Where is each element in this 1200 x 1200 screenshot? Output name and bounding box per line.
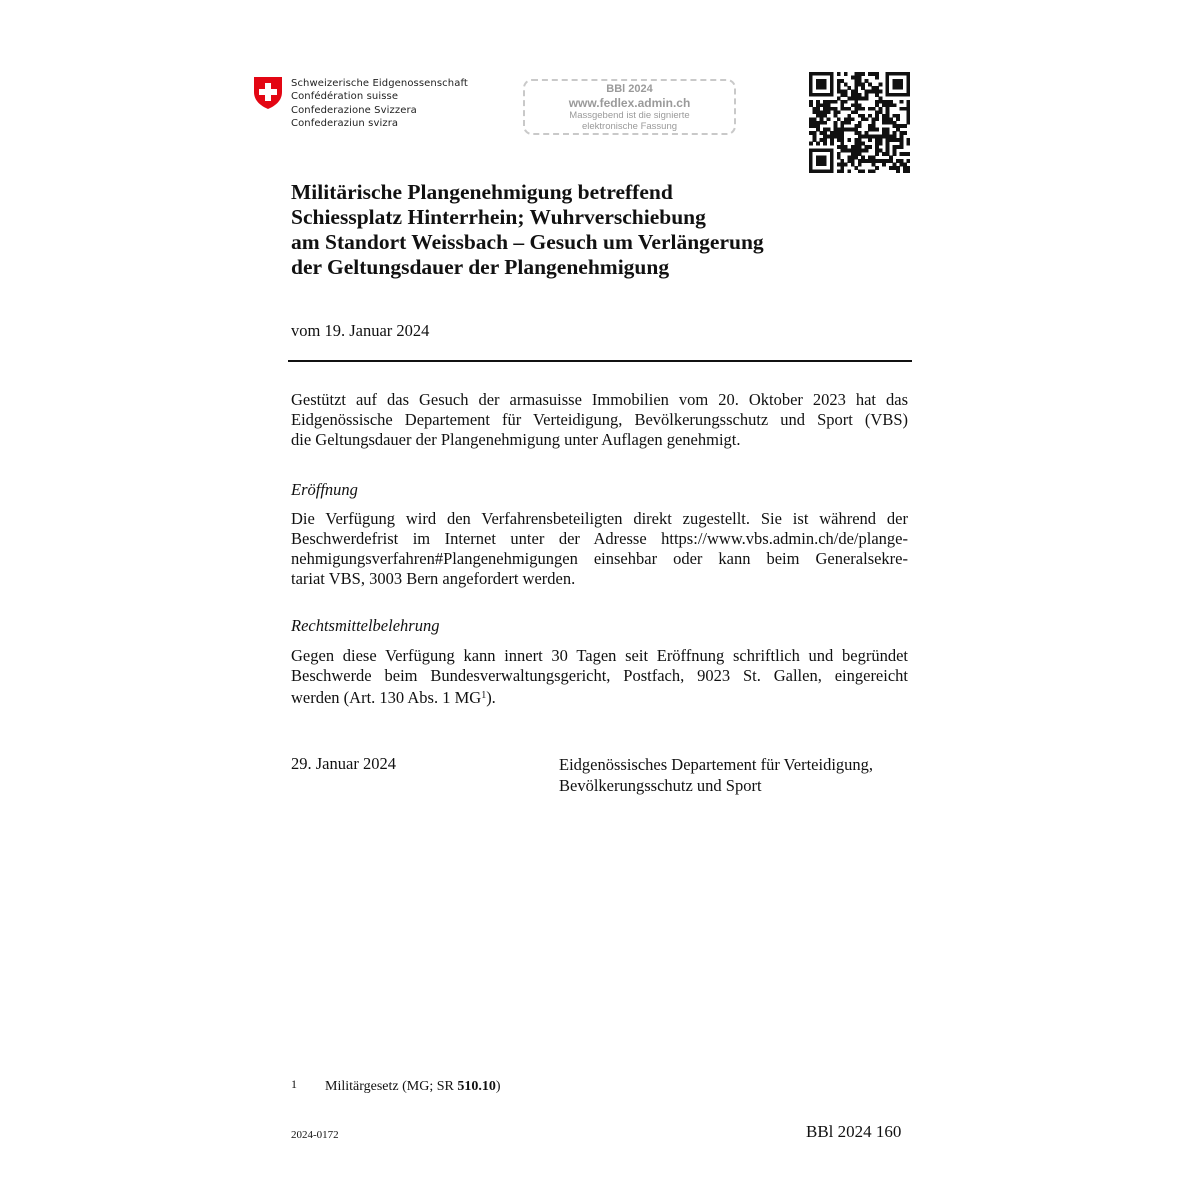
fedlex-stamp: [523, 79, 736, 135]
eroeffnung-line: Die Verfügung wird den Verfahrensbeteiligten direkt zugestellt. Sie ist während der: [291, 509, 908, 528]
stamp-line-1: BBl 2024: [606, 83, 653, 95]
title-divider: [288, 360, 912, 362]
document-date: vom 19. Januar 2024: [291, 321, 430, 340]
rechtsmittel-line: [291, 686, 908, 708]
page-reference: BBl 2024 160: [806, 1122, 902, 1141]
rechtsmittel-paragraph: [291, 646, 908, 708]
intro-line: Eidgenössische Departement für Verteidigung, Bevölkerungsschutz und Sport (VBS): [291, 410, 908, 429]
authority-line: Bevölkerungsschutz und Sport: [559, 776, 762, 795]
rechtsmittel-line: Gegen diese Verfügung kann innert 30 Tagen seit Eröffnung schriftlich und begründet: [291, 646, 908, 665]
footnote-sr-number: 510.10: [457, 1079, 496, 1094]
intro-line: die Geltungsdauer der Plangenehmigung unter Auflagen genehmigt.: [291, 430, 741, 449]
document-title: [291, 180, 764, 280]
intro-paragraph: [291, 390, 908, 450]
title-line: der Geltungsdauer der Plangenehmigung: [291, 255, 670, 279]
footnote-text-end: ): [495, 1079, 501, 1094]
rechtsmittel-last-text: werden (Art. 130 Abs. 1 MG: [291, 688, 482, 707]
title-line: am Standort Weissbach – Gesuch um Verlängerung: [291, 230, 764, 254]
document-number: 2024-0172: [291, 1129, 339, 1141]
rechtsmittel-last-end: ).: [486, 688, 496, 707]
title-line: Schiessplatz Hinterrhein; Wuhrverschiebung: [291, 205, 706, 229]
footnote-reference[interactable]: 1: [481, 690, 487, 701]
signature-date: 29. Januar 2024: [291, 754, 396, 773]
footnote-text-start: Militärgesetz (MG; SR: [325, 1079, 458, 1094]
stamp-line-2: www.fedlex.admin.ch: [568, 96, 691, 110]
confederation-line-fr: Confédération suisse: [291, 91, 399, 103]
section-heading-rechtsmittelbelehrung: Rechtsmittelbelehrung: [291, 616, 440, 635]
section-heading-eroeffnung: Eröffnung: [291, 480, 358, 499]
footnote-text: [325, 1079, 501, 1095]
eroeffnung-line: nehmigungsverfahren#Plangenehmigungen einsehbar oder kann beim Generalsekre-: [291, 549, 908, 568]
confederation-line-rm: Confederaziun svizra: [291, 117, 399, 129]
confederation-line-de: Schweizerische Eidgenossenschaft: [291, 78, 468, 89]
swiss-emblem-icon: [253, 76, 283, 115]
footnote-number: 1: [291, 1077, 297, 1091]
eroeffnung-line: Beschwerdefrist im Internet unter der Adresse https://www.vbs.admin.ch/de/plange-: [291, 529, 908, 548]
signature-authority: [559, 754, 873, 796]
eroeffnung-paragraph: [291, 509, 908, 589]
authority-line: Eidgenössisches Departement für Verteidigung,: [559, 755, 874, 774]
title-line: Militärische Plangenehmigung betreffend: [291, 180, 673, 204]
eroeffnung-line: tariat VBS, 3003 Bern angefordert werden.: [291, 569, 576, 588]
confederation-line-it: Confederazione Svizzera: [291, 104, 417, 116]
stamp-line-3: Massgebend ist die signierte: [569, 110, 690, 121]
rechtsmittel-line: Beschwerde beim Bundesverwaltungsgericht, Postfach, 9023 St. Gallen, eingereicht: [291, 666, 908, 685]
confederation-name: [291, 77, 468, 130]
stamp-line-4: elektronische Fassung: [581, 121, 678, 132]
qr-code-icon: [809, 72, 910, 178]
intro-line: Gestützt auf das Gesuch der armasuisse Immobilien vom 20. Oktober 2023 hat das: [291, 390, 908, 409]
